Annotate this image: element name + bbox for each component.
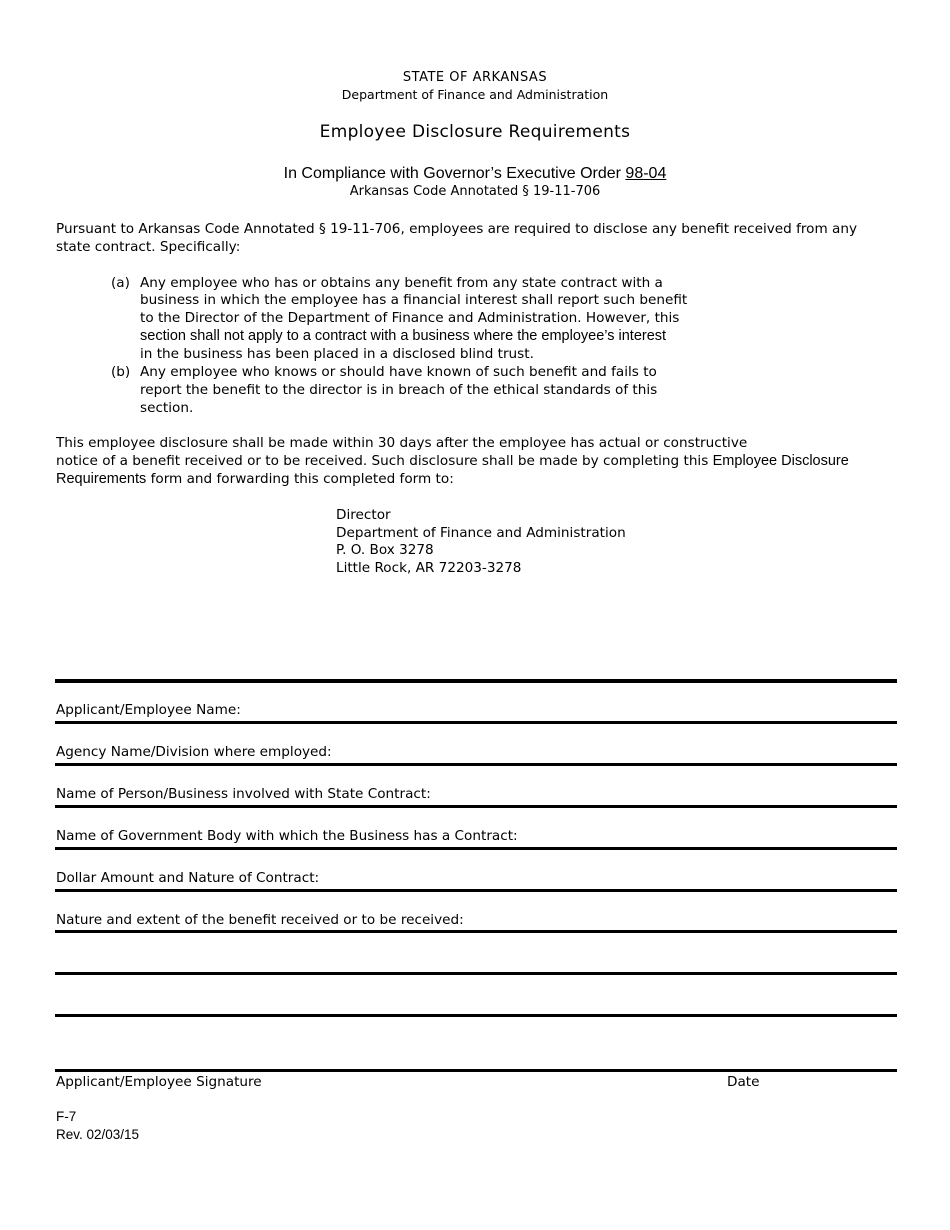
list-b-line: Any employee who knows or should have known of such benefit and fails to <box>140 364 657 380</box>
benefit-label: Nature and extent of the benefit received or to be received: <box>56 912 464 928</box>
disclosure-line-1: This employee disclosure shall be made within 30 days after the employee has actual or constructive <box>56 435 748 451</box>
address-department: Department of Finance and Administration <box>336 525 626 541</box>
list-a-line: business in which the employee has a financial interest shall report such benefit <box>140 292 688 308</box>
list-a-line: section shall not apply to a contract with a business where the employee’s interest <box>140 328 667 344</box>
intro-line-1: Pursuant to Arkansas Code Annotated § 19-11-706, employees are required to disclose any benefit received from any <box>56 221 858 237</box>
list-label-a: (a) <box>111 275 130 291</box>
address-recipient: Director <box>336 507 391 523</box>
intro-line-2: state contract. Specifically: <box>56 239 241 255</box>
dollar-amount-label: Dollar Amount and Nature of Contract: <box>56 870 320 886</box>
state-heading: STATE OF ARKANSAS <box>402 70 548 85</box>
government-body-line[interactable] <box>55 847 897 850</box>
disclosure-line-2-text: notice of a benefit received or to be received. Such disclosure shall be made by completing this <box>56 453 713 469</box>
employee-name-line[interactable] <box>55 721 897 724</box>
address-city: Little Rock, AR 72203-3278 <box>336 560 522 576</box>
person-business-label: Name of Person/Business involved with State Contract: <box>56 786 431 802</box>
signature-label: Applicant/Employee Signature <box>56 1074 262 1090</box>
list-b-line: section. <box>140 400 194 416</box>
compliance-line <box>0 165 950 183</box>
page-title: Employee Disclosure Requirements <box>319 122 631 142</box>
form-number: F-7 <box>56 1109 77 1124</box>
signature-line[interactable] <box>55 1069 897 1072</box>
form-name-part-1: Employee Disclosure <box>712 453 849 469</box>
list-a-line: Any employee who has or obtains any benefit from any state contract with a <box>140 275 663 291</box>
government-body-label: Name of Government Body with which the Business has a Contract: <box>56 828 518 844</box>
list-b-line: report the benefit to the director is in breach of the ethical standards of this <box>140 382 658 398</box>
benefit-line-2[interactable] <box>55 972 897 975</box>
revision-date: Rev. 02/03/15 <box>56 1127 140 1142</box>
disclosure-line-2 <box>56 452 849 470</box>
compliance-prefix: In Compliance with Governor’s Executive Order <box>283 165 626 182</box>
executive-order-number: 98-04 <box>625 165 667 182</box>
agency-line[interactable] <box>55 763 897 766</box>
dollar-amount-line[interactable] <box>55 889 897 892</box>
list-a-line: in the business has been placed in a disclosed blind trust. <box>140 346 534 362</box>
form-name-part-2: Requirements <box>56 471 147 487</box>
disclosure-line-3 <box>56 470 454 488</box>
disclosure-line-3-text: form and forwarding this completed form to: <box>146 471 454 487</box>
employee-name-label: Applicant/Employee Name: <box>56 702 241 718</box>
code-reference: Arkansas Code Annotated § 19-11-706 <box>349 184 601 199</box>
form-top-rule <box>55 679 897 683</box>
date-label: Date <box>727 1074 760 1090</box>
department-heading: Department of Finance and Administration <box>341 87 609 102</box>
benefit-line-3[interactable] <box>55 1014 897 1017</box>
benefit-line-1[interactable] <box>55 930 897 933</box>
agency-label: Agency Name/Division where employed: <box>56 744 332 760</box>
list-label-b: (b) <box>111 364 131 380</box>
address-po-box: P. O. Box 3278 <box>336 542 434 558</box>
person-business-line[interactable] <box>55 805 897 808</box>
list-a-line: to the Director of the Department of Finance and Administration. However, this <box>140 310 680 326</box>
